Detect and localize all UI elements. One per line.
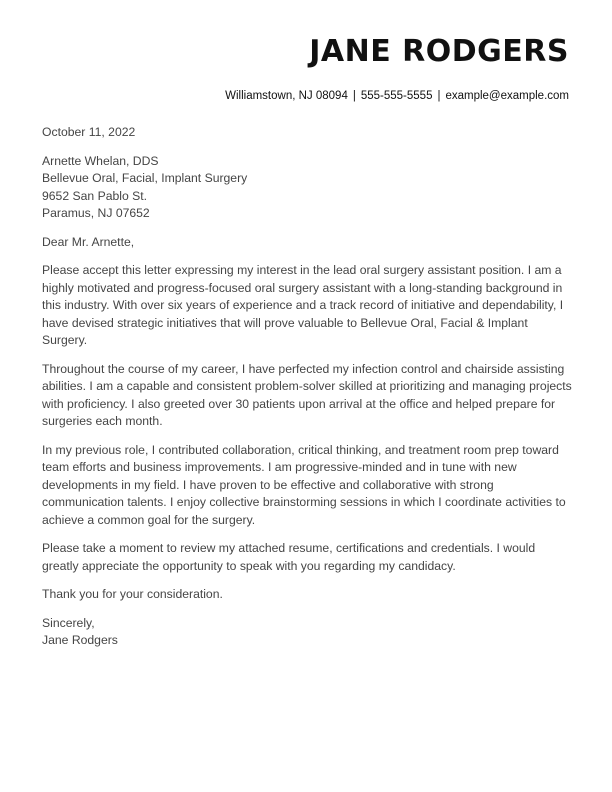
contact-separator: | bbox=[352, 90, 356, 102]
salutation: Dear Mr. Arnette, bbox=[42, 234, 135, 249]
body-paragraph: Throughout the course of my career, I have perfected my infection control and chairside assisting abilities. I am a capable and consistent problem-solver skilled at prioritizing and managing projects with proficiency. I also greeted over 30 patients upon arrival at the office and helped prepare for surgeries each month. bbox=[42, 361, 572, 428]
letter-date: October 11, 2022 bbox=[42, 125, 136, 139]
letter-body bbox=[42, 124, 572, 650]
body-paragraph: Please take a moment to review my attached resume, certifications and credentials. I would greatly appreciate the opportunity to speak with you regarding my candidacy. bbox=[42, 541, 536, 573]
applicant-name: JANE RODGERS bbox=[309, 34, 569, 69]
recipient-street: 9652 San Pablo St. bbox=[42, 188, 148, 203]
recipient-name: Arnette Whelan, DDS bbox=[42, 153, 159, 168]
contact-location: Williamstown, NJ 08094 bbox=[225, 90, 348, 102]
contact-email: example@example.com bbox=[445, 90, 569, 102]
recipient-company: Bellevue Oral, Facial, Implant Surgery bbox=[42, 171, 248, 185]
recipient-block bbox=[42, 153, 572, 223]
closing-block bbox=[42, 615, 572, 650]
contact-phone: 555-555-5555 bbox=[360, 90, 433, 102]
signature-name: Jane Rodgers bbox=[42, 633, 118, 647]
body-paragraph: In my previous role, I contributed collaboration, critical thinking, and treatment room prep toward team efforts and business improvements. I am progressive-minded and in tune with new developments in my field. I have proven to be effective and collaborative with strong communication talents. I enjoy collective brainstorming sessions in which I coordinate activities to achieve a common goal for the surgery. bbox=[42, 442, 566, 527]
thanks-line: Thank you for your consideration. bbox=[42, 587, 223, 601]
closing-word: Sincerely, bbox=[42, 615, 95, 630]
contact-line bbox=[225, 90, 569, 102]
body-paragraph: Please accept this letter expressing my interest in the lead oral surgery assistant position. I am a highly motivated and progress-focused oral surgery assistant with a long-standing background in this industry. With over six years of experience and a track record of initiative and dependability, I have devised strategic initiatives that will prove valuable to Bellevue Oral, Facial & Implant Surgery. bbox=[42, 263, 564, 347]
contact-separator: | bbox=[437, 90, 441, 102]
recipient-city: Paramus, NJ 07652 bbox=[42, 206, 150, 220]
